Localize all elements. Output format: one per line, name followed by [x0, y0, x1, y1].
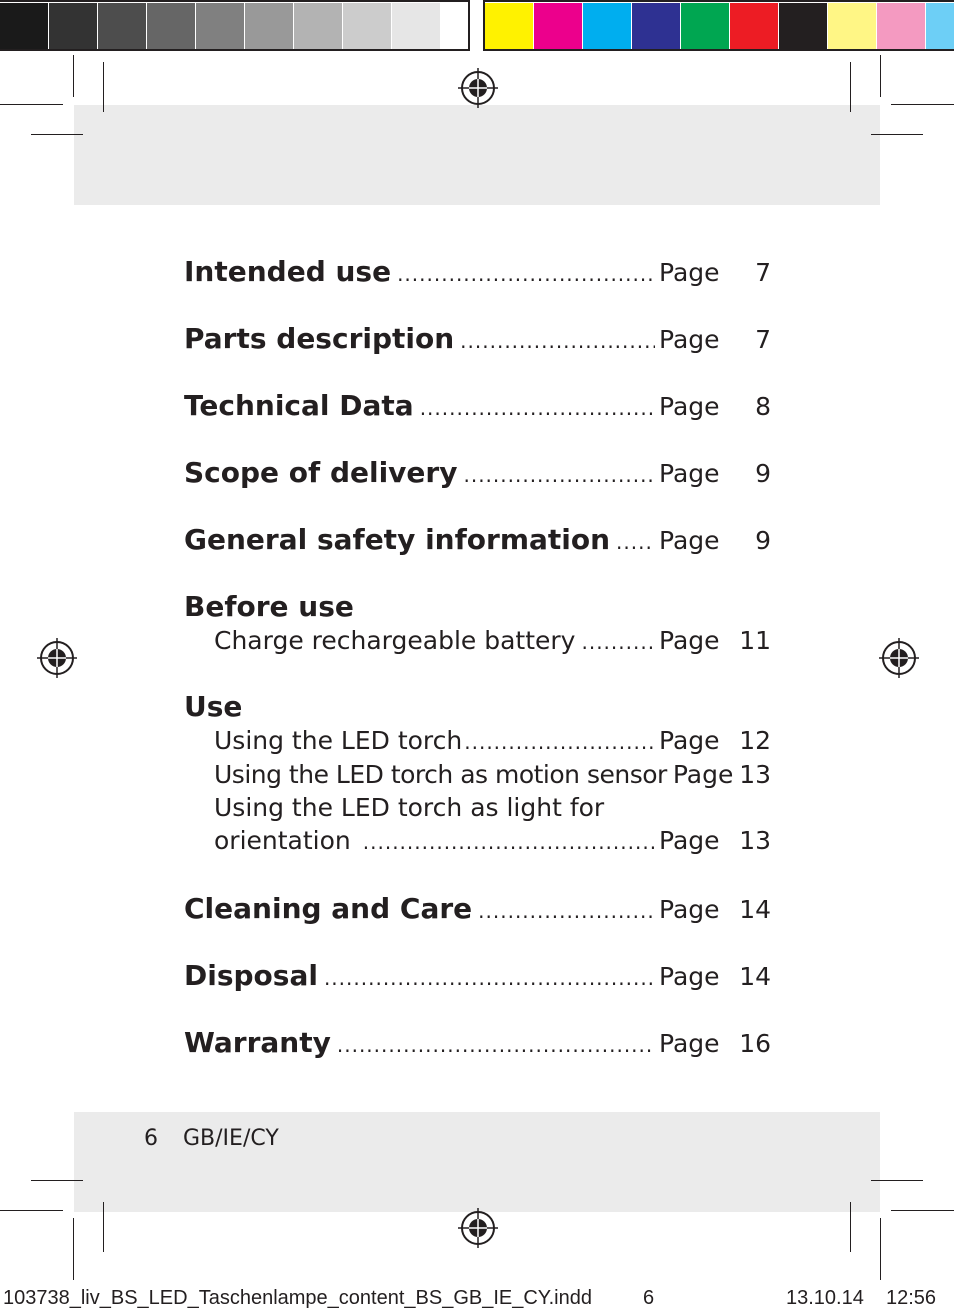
toc-title: Technical Data [184, 389, 414, 422]
toc-page-number: 12 [739, 726, 771, 755]
color-swatch [392, 3, 440, 49]
toc-page-label: Page [659, 526, 720, 555]
color-swatch [828, 3, 876, 49]
toc-title: Intended use [184, 255, 392, 288]
toc-page-number: 16 [739, 1029, 771, 1058]
color-swatch [49, 3, 97, 49]
toc-page-label: Page [672, 760, 734, 789]
color-swatch [343, 3, 391, 49]
toc-page-label: Page [659, 626, 720, 655]
color-swatch [441, 3, 489, 49]
toc-entry-scope-of-delivery[interactable] [184, 456, 771, 492]
slug-date: 13.10.14 [786, 1287, 864, 1309]
slug-time: 12:56 [886, 1287, 937, 1309]
color-swatch [926, 3, 954, 49]
crop-mark [0, 1210, 63, 1211]
registration-mark-icon [37, 638, 77, 678]
toc-page-label: Page [659, 726, 720, 755]
color-swatch [294, 3, 342, 49]
toc-title: Scope of delivery [184, 456, 458, 489]
color-swatch [779, 3, 827, 49]
toc-entry-technical-data[interactable] [184, 389, 771, 425]
dot-leader [337, 1033, 655, 1057]
toc-page-number: 9 [755, 459, 771, 488]
toc-entry-disposal[interactable] [184, 959, 771, 995]
toc-title: Parts description [184, 322, 455, 355]
crop-mark [871, 1180, 923, 1181]
toc-page-number: 14 [739, 895, 771, 924]
footer-language-code: GB/IE/CY [183, 1126, 279, 1151]
dot-leader [324, 966, 655, 990]
registration-mark-icon [458, 68, 498, 108]
crop-mark [880, 1218, 881, 1280]
toc-page-number: 14 [739, 962, 771, 991]
crop-mark [880, 55, 881, 97]
toc-page-number: 7 [755, 325, 771, 354]
crop-mark [73, 1218, 74, 1280]
crop-mark [103, 1202, 104, 1252]
color-swatch [245, 3, 293, 49]
color-swatch [877, 3, 925, 49]
crop-mark [891, 1210, 954, 1211]
color-swatch [0, 3, 48, 49]
crop-mark [871, 134, 923, 135]
dot-leader [397, 262, 655, 286]
toc-entry-warranty[interactable] [184, 1026, 771, 1062]
toc-page-number: 7 [755, 258, 771, 287]
dot-leader [464, 730, 655, 754]
toc-subtitle-line[interactable]: Using the LED torch as light for [214, 793, 605, 822]
toc-subtitle: Using the LED torch [214, 726, 463, 755]
toc-entry-using-torch[interactable] [184, 726, 771, 760]
toc-page-label: Page [659, 1029, 720, 1058]
color-swatch [681, 3, 729, 49]
registration-mark-icon [879, 638, 919, 678]
toc-page-label: Page [659, 826, 720, 855]
dot-leader [478, 899, 655, 923]
crop-mark [31, 134, 83, 135]
toc-heading-before-use[interactable]: Before use [184, 590, 354, 623]
toc-subtitle: Charge rechargeable battery [214, 626, 576, 655]
slug-filename: 103738_liv_BS_LED_Taschenlampe_content_BS_GB_IE_CY.indd [3, 1287, 592, 1309]
color-swatch [534, 3, 582, 49]
toc-title: Disposal [184, 959, 318, 992]
dot-leader [420, 396, 655, 420]
crop-mark [850, 1202, 851, 1252]
table-of-contents [184, 255, 771, 1062]
toc-page-number: 9 [755, 526, 771, 555]
color-swatch [632, 3, 680, 49]
slug-page: 6 [643, 1287, 655, 1309]
toc-page-label: Page [659, 895, 720, 924]
toc-page-label: Page [659, 392, 720, 421]
dot-leader [460, 329, 655, 353]
toc-title: Warranty [184, 1026, 331, 1059]
toc-entry-using-light[interactable] [184, 826, 771, 859]
dot-leader [363, 830, 655, 854]
color-swatch [730, 3, 778, 49]
dot-leader [581, 630, 655, 654]
color-swatch [583, 3, 631, 49]
crop-mark [850, 62, 851, 112]
grayscale-color-bar [0, 3, 490, 49]
toc-page-number: 8 [755, 392, 771, 421]
color-swatch [196, 3, 244, 49]
toc-page-label: Page [659, 459, 720, 488]
cmyk-color-bar [485, 3, 954, 49]
toc-page-number: 13 [739, 760, 771, 789]
toc-entry-general-safety[interactable] [184, 523, 771, 559]
header-band [74, 105, 880, 205]
color-swatch [98, 3, 146, 49]
crop-mark [891, 104, 954, 105]
toc-page-number: 11 [739, 626, 771, 655]
toc-entry-using-motion[interactable] [184, 760, 771, 793]
toc-page-label: Page [659, 258, 720, 287]
toc-entry-cleaning[interactable] [184, 892, 771, 928]
crop-mark [31, 1180, 83, 1181]
toc-page-number: 13 [739, 826, 771, 855]
toc-heading-use[interactable]: Use [184, 690, 243, 723]
crop-mark [103, 62, 104, 112]
toc-subtitle: Using the LED torch as motion sensor [214, 760, 667, 789]
toc-entry-parts-description[interactable] [184, 322, 771, 358]
toc-title: Cleaning and Care [184, 892, 473, 925]
toc-page-label: Page [659, 325, 720, 354]
registration-mark-icon [458, 1208, 498, 1248]
toc-title: General safety information [184, 523, 611, 556]
toc-subtitle: orientation [214, 826, 351, 855]
toc-entry-charge-battery[interactable] [184, 626, 771, 659]
footer-page-number: 6 [144, 1126, 158, 1151]
toc-entry-intended-use[interactable] [184, 255, 771, 291]
color-swatch [485, 3, 533, 49]
dot-leader [616, 530, 655, 554]
crop-mark [73, 55, 74, 97]
crop-mark [0, 104, 63, 105]
color-swatch [147, 3, 195, 49]
toc-page-label: Page [659, 962, 720, 991]
dot-leader [463, 463, 655, 487]
